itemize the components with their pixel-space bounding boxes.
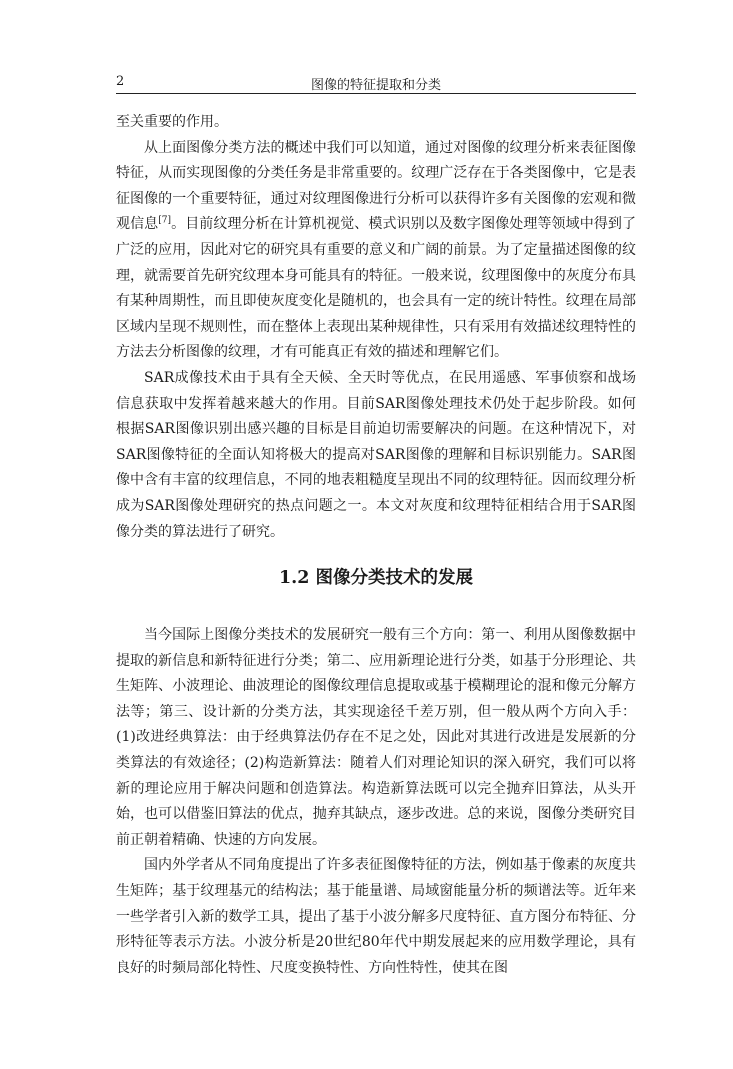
paragraph-text: 从上面图像分类方法的概述中我们可以知道，通过对图像的纹理分析来表征图像特征，从而实现图像的分类任务是非常重要的。纹理广泛存在于各类图像中，它是表征图像的一个重要特征，通过对纹理图像进行分析可以获得许多有关图像的宏观和微观信息 [116,139,636,233]
paragraph-text: 。目前纹理分析在计算机视觉、模式识别以及数字图像处理等领域中得到了广泛的应用，因此对它的研究具有重要的意义和广阔的前景。为了定量描述图像的纹理，就需要首先研究纹理本身可能具有的特征。一般来说，纹理图像中的灰度分布具有某种周期性，而且即使灰度变化是随机的，也会具有一定的统计特性。纹理在局部区域内呈现不规则性，而在整体上表现出某种规律性，只有采用有效描述纹理特性的方法去分析图像的纹理，才有可能真正有效的描述和理解它们。 [116,216,637,361]
paragraph-sar: SAR成像技术由于具有全天候、全天时等优点，在民用遥感、军事侦察和战场信息获取中发挥着越来越大的作用。目前SAR图像处理技术仍处于起步阶段。如何根据SAR图像识别出感兴趣的目标是目前迫切需要解决的问题。在这种情况下，对SAR图像特征的全面认知将极大的提高对SAR图像的理解和目标识别能力。SAR图像中含有丰富的纹理信息，不同的地表粗糙度呈现出不同的纹理特征。因而纹理分析成为SAR图像处理研究的热点问题之一。本文对灰度和纹理特征相结合用于SAR图像分类的算法进行了研究。 [116,369,636,540]
page-number: 2 [116,74,125,89]
citation-ref: [7] [158,215,172,226]
paragraph-texture-analysis [116,136,636,366]
paragraph-continuation: 至关重要的作用。 [116,114,228,130]
header-rule [116,93,636,94]
body-text [116,110,636,981]
section-heading: 1.2 图像分类技术的发展 [278,568,474,589]
paragraph-methods: 国内外学者从不同角度提出了许多表征图像特征的方法，例如基于像素的灰度共生矩阵；基于纹理基元的结构法；基于能量谱、局域窗能量分析的频谱法等。近年来一些学者引入新的数学工具，提出了基于小波分解多尺度特征、直方图分布特征、分形特征等表示方法。小波分析是20世纪80年代中期发展起来的应用数学理论，具有良好的时频局部化特性、尺度变换特性、方向性特性，使其在图 [116,857,636,976]
page-header [116,66,636,92]
paragraph-directions: 当今国际上图像分类技术的发展研究一般有三个方向：第一、利用从图像数据中提取的新信息和新特征进行分类；第二、应用新理论进行分类，如基于分形理论、共生矩阵、小波理论、曲波理论的图像纹理信息提取或基于模糊理论的混和像元分解方法等；第三、设计新的分类方法，其实现途径千差万别，但一般从两个方向入手：(1)改进经典算法：由于经典算法仍存在不足之处，因此对其进行改进是发展新的分类算法的有效途径；(2)构造新算法：随着人们对理论知识的深入研究，我们可以将新的理论应用于解决问题和创造算法。构造新算法既可以完全抛弃旧算法，从头开始，也可以借鉴旧算法的优点，抛弃其缺点，逐步改进。总的来说，图像分类研究目前正朝着精确、快速的方向发展。 [116,627,636,848]
running-title: 图像的特征提取和分类 [310,78,441,93]
